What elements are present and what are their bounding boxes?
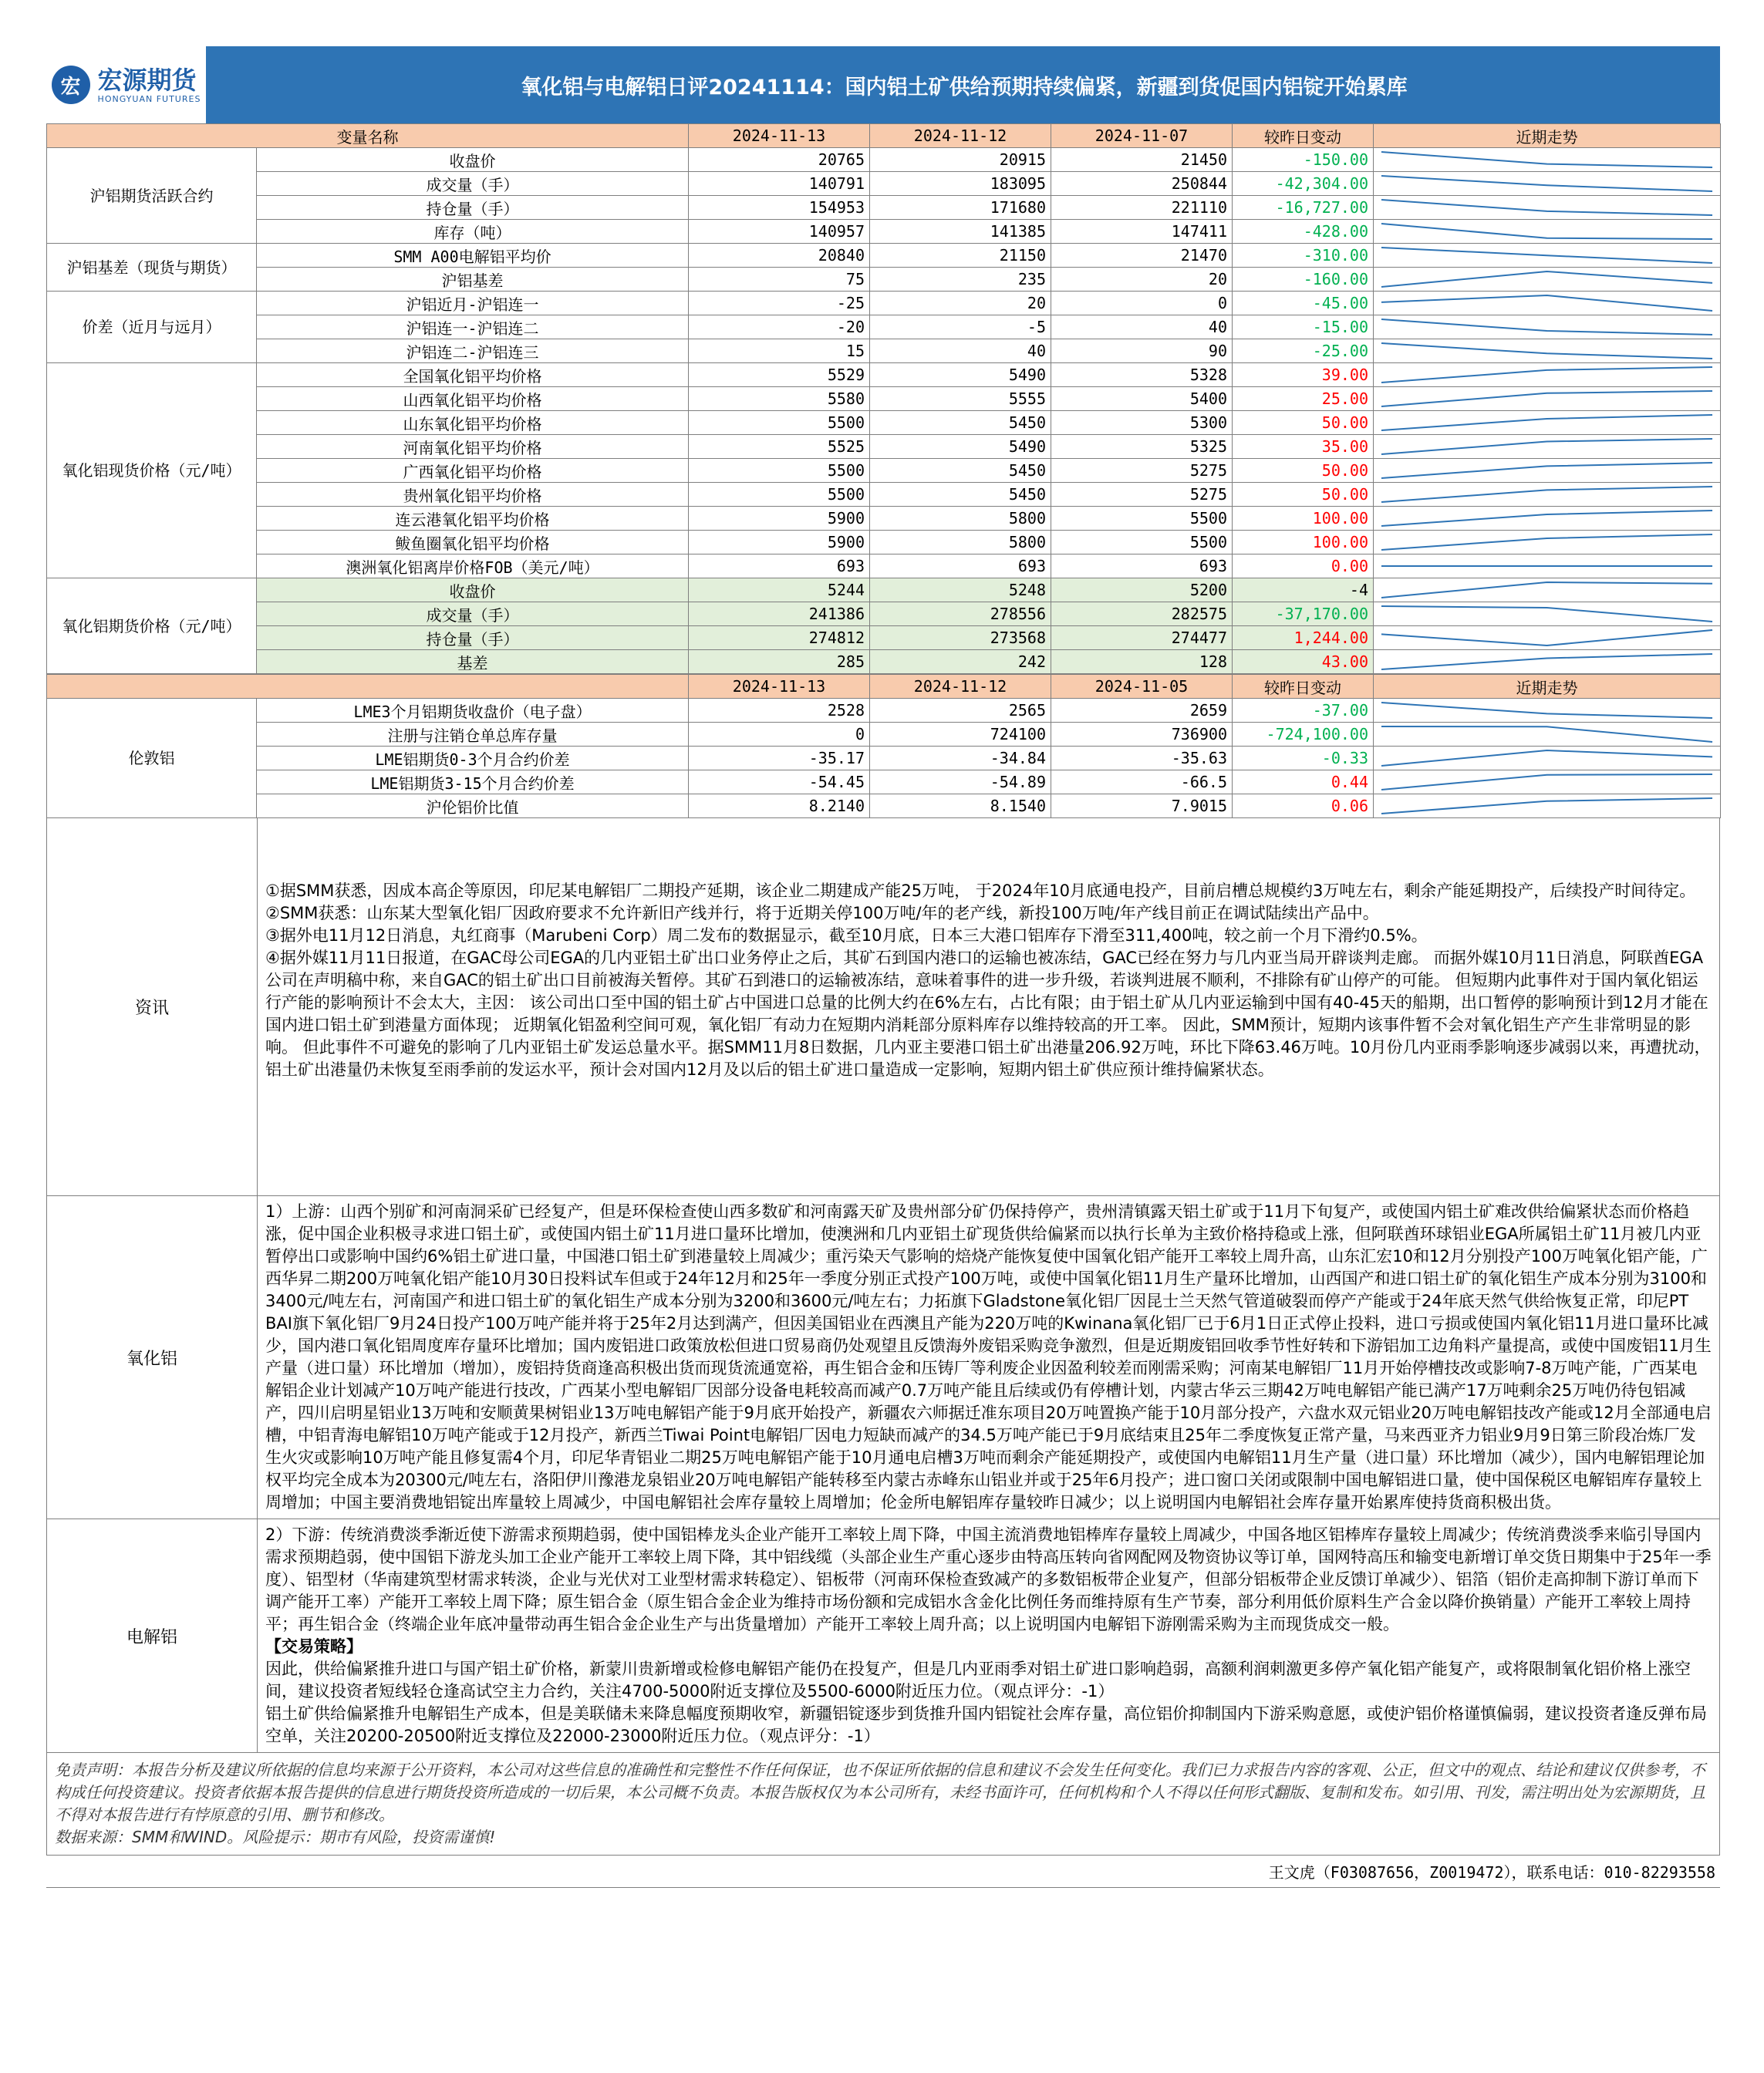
change-cell: 0.06 xyxy=(1233,794,1374,818)
value-cell: -5 xyxy=(870,315,1051,339)
trend-sparkline xyxy=(1374,339,1721,363)
value-cell: 40 xyxy=(1051,315,1233,339)
change-cell: 1,244.00 xyxy=(1233,626,1374,650)
trend-sparkline xyxy=(1374,459,1721,483)
value-cell: 21450 xyxy=(1051,148,1233,172)
row-label: LME3个月铝期货收盘价（电子盘） xyxy=(257,699,689,723)
row-label: 沪铝近月-沪铝连一 xyxy=(257,292,689,315)
header-cell: 2024-11-12 xyxy=(870,124,1051,148)
change-cell: 0.44 xyxy=(1233,770,1374,794)
news-item: ①据SMM获悉，因成本高企等原因，印尼某电解铝厂二期投产延期，该企业二期建成产能25万吨， 于2024年10月底通电投产，目前启槽总规模约3万吨左右，剩余产能延期投产，后续投产时间待定。 xyxy=(265,881,1696,900)
value-cell: 5300 xyxy=(1051,411,1233,435)
value-cell: 241386 xyxy=(689,602,870,626)
value-cell: -35.17 xyxy=(689,747,870,770)
value-cell: 20765 xyxy=(689,148,870,172)
author-contact: 王文虎（F03087656，Z0019472），联系电话：010-82293558 xyxy=(46,1856,1720,1888)
lme-table xyxy=(46,674,1721,818)
group-label: 氧化铝期货价格（元/吨） xyxy=(47,578,257,674)
change-cell: -150.00 xyxy=(1233,148,1374,172)
value-cell: 5490 xyxy=(870,435,1051,459)
row-label: 山西氧化铝平均价格 xyxy=(257,387,689,411)
trend-sparkline xyxy=(1374,723,1721,747)
row-label: 澳洲氧化铝离岸价格FOB（美元/吨） xyxy=(257,554,689,578)
table-row xyxy=(47,747,1721,770)
news-section-body xyxy=(258,818,1719,1195)
disclaimer-text: 免责声明：本报告分析及建议所依据的信息均来源于公开资料，本公司对这些信息的准确性和完整性不作任何保证，也不保证所依据的信息和建议不会发生任何变化。我们已力求报告内容的客观、公正，但文中的观点、结论和建议仅供参考，不构成任何投资建议。投资者依据本报告提供的信息进行期货投资所造成的一切后果，本公司概不负责。本报告版权仅为本公司所有，未经书面许可，任何机构和个人不得以任何形式翻版、复制和发布。如引用、刊发，需注明出处为宏源期货，且不得对本报告进行有悖原意的引用、删节和修改。 xyxy=(55,1761,1705,1824)
table-row xyxy=(47,339,1721,363)
value-cell: 5800 xyxy=(870,531,1051,554)
data-source-text: 数据来源：SMM和WIND。风险提示：期市有风险，投资需谨慎! xyxy=(55,1828,496,1846)
change-cell: -4 xyxy=(1233,578,1374,602)
value-cell: 5275 xyxy=(1051,459,1233,483)
header-cell: 较昨日变动 xyxy=(1233,675,1374,699)
report-title: 氧化铝与电解铝日评20241114：国内铝土矿供给预期持续偏紧，新疆到货促国内铝锭开始累库 xyxy=(521,75,1408,99)
trend-sparkline xyxy=(1374,268,1721,292)
trend-sparkline xyxy=(1374,747,1721,770)
change-cell: 50.00 xyxy=(1233,459,1374,483)
value-cell: 5900 xyxy=(689,531,870,554)
value-cell: 20 xyxy=(870,292,1051,315)
alumina-paragraph: 1）上游：山西个别矿和河南洞采矿已经复产，但是环保检查使山西多数矿和河南露天矿及贵州部分矿仍保持停产，贵州清镇露天铝土矿或于11月下旬复产，或使国内铝土矿难改供给偏紧状态而价格趋涨，促中国企业积极寻求进口铝土矿，或使国内铝土矿11月进口量环比增加，使澳洲和几内亚铝土矿现货供给偏紧而以执行长单为主致价格持稳或上涨，但阿联酋环球铝业EGA所属铝土矿11月被几内亚暂停出口或影响中国约6%铝土矿进口量，中国港口铝土矿到港量较上周减少；重污染天气影响的焙烧产能恢复使中国氧化铝产能开工率较上周升高，山东汇宏10和12月分别投产100万吨氧化铝产能，广西华昇二期200万吨氧化铝产能10月30日投料试车但或于24年12月和25年一季度分别正式投产100万吨，或使中国氧化铝11月生产量环比增加，山西国产和进口铝土矿的氧化铝生产成本分别为3100和3400元/吨左右，河南国产和进口铝土矿的氧化铝生产成本分别为3200和3600元/吨左右；力拓旗下Gladstone氧化铝厂因昆士兰天然气管道破裂而停产产能或于24年底天然气供给恢复正常，印尼PT BAI旗下氧化铝厂9月24日投产100万吨产能并将于25年2月达到满产，但因美国铝业在西澳且产能为220万吨的Kwinana氧化铝厂已于6月1日正式停止投料，进口亏损或使国内氧化铝11月进口量环比减少，国内港口氧化铝周度库存量环比增加；国内废铝进口政策放松但进口贸易商仍处观望且反馈海外废铝采购竞争激烈，但是近期废铝回收季节性好转和下游铝加工边角料产量提高，或使中国废铝11月生产量（进口量）环比增加（增加），废铝持货商逢高积极出货而现货流通宽裕，再生铝合金和压铸厂等利废企业因盈利较差而刚需采购；河南某电解铝厂11月开始停槽技改或影响7-8万吨产能，广西某电解铝企业计划减产10万吨产能进行技改，广西某小型电解铝厂因部分设备电耗较高而减产0.7万吨产能且后续或仍有停槽计划，内蒙古华云三期42万吨电解铝产能已满产17万吨剩余25万吨仍待包铝减产，四川启明星铝业13万吨和安顺黄果树铝业13万吨电解铝产能于9月底开始投产，新疆农六师据迁准东项目20万吨置换产能于10月部分投产，六盘水双元铝业20万吨电解铝技改产能或12月全部通电启槽，中铝青海电解铝10万吨产能或于12月投产，新西兰Tiwai Point电解铝厂因电力短缺而减产的34.5万吨产能已于9月底结束且25年二季度恢复正常产量，马来西亚齐力铝业9月9日第三阶段冶炼厂发生火灾或影响10万吨产能且修复需4个月，印尼华青铝业二期25万吨电解铝产能于10月通电启槽3万吨而剩余产能延期投产，或使国内电解铝11月生产量（进口量）环比增加（减少），国内电解铝理论加权平均完全成本为20300元/吨左右，洛阳伊川豫港龙泉铝业20万吨电解铝产能转移至内蒙古赤峰东山铝业并或于25年6月投产；进口窗口关闭或限制中国电解铝进口量，使中国保税区电解铝库存量较上周增加；中国主要消费地铝锭出库量较上周减少，中国电解铝社会库存量较上周增加；伦金所电解铝库存量较昨日减少；以上说明国内电解铝社会库存量开始累库使持货商积极出货。 xyxy=(265,1202,1712,1512)
row-label: 全国氧化铝平均价格 xyxy=(257,363,689,387)
value-cell: 171680 xyxy=(870,196,1051,220)
header-cell: 变量名称 xyxy=(47,124,689,148)
table-row xyxy=(47,723,1721,747)
value-cell: 20840 xyxy=(689,244,870,268)
table-row xyxy=(47,220,1721,244)
change-cell: -25.00 xyxy=(1233,339,1374,363)
value-cell: 8.1540 xyxy=(870,794,1051,818)
value-cell: 5555 xyxy=(870,387,1051,411)
value-cell: 5244 xyxy=(689,578,870,602)
value-cell: 5500 xyxy=(1051,507,1233,531)
value-cell: 274477 xyxy=(1051,626,1233,650)
row-label: 沪铝连二-沪铝连三 xyxy=(257,339,689,363)
row-label: 基差 xyxy=(257,650,689,674)
group-label: 伦敦铝 xyxy=(47,699,257,818)
alumina-section-body xyxy=(258,1196,1719,1519)
table-row xyxy=(47,411,1721,435)
table-row xyxy=(47,554,1721,578)
value-cell: 5275 xyxy=(1051,483,1233,507)
value-cell: 5490 xyxy=(870,363,1051,387)
trend-sparkline xyxy=(1374,626,1721,650)
trend-sparkline xyxy=(1374,435,1721,459)
value-cell: 273568 xyxy=(870,626,1051,650)
table-row xyxy=(47,578,1721,602)
value-cell: 282575 xyxy=(1051,602,1233,626)
trend-sparkline xyxy=(1374,483,1721,507)
row-label: 成交量（手） xyxy=(257,172,689,196)
change-cell: -45.00 xyxy=(1233,292,1374,315)
price-table xyxy=(46,123,1721,674)
trend-sparkline xyxy=(1374,602,1721,626)
news-item: ③据外电11月12日消息，丸红商事（Marubeni Corp）周二发布的数据显示，截至10月底，日本三大港口铝库存下滑至311,400吨，较之前一个月下滑约0.5%。 xyxy=(265,926,1428,945)
table-row xyxy=(47,459,1721,483)
trend-sparkline xyxy=(1374,554,1721,578)
value-cell: 21150 xyxy=(870,244,1051,268)
table-row xyxy=(47,770,1721,794)
trend-sparkline xyxy=(1374,650,1721,674)
value-cell: 183095 xyxy=(870,172,1051,196)
value-cell: 5325 xyxy=(1051,435,1233,459)
trend-sparkline xyxy=(1374,148,1721,172)
row-label: 收盘价 xyxy=(257,148,689,172)
change-cell: -37.00 xyxy=(1233,699,1374,723)
downstream-paragraph: 2）下游：传统消费淡季渐近使下游需求预期趋弱，使中国铝棒龙头企业产能开工率较上周下降，中国主流消费地铝棒库存量较上周减少，中国各地区铝棒库存量较上周减少；传统消费淡季来临引导国内需求预期趋弱，使中国铝下游龙头加工企业产能开工率较上周下降，其中铝线缆（头部企业生产重心逐步由特高压转向省网配网及物资协议等订单，国网特高压和输变电新增订单交货日期集中于25年一季度）、铝型材（华南建筑型材需求转淡，企业与光伏对工业型材需求转稳定）、铝板带（河南环保检查致减产的多数铝板带企业复产，但部分铝板带企业反馈订单减少）、铝箔（铝价走高抑制下游订单而下调产能开工率）产能开工率较上周下降；原生铝合金（原生铝合金企业为维持市场份额和完成铝水含金化比例任务而维持原有生产节奏，部分利用低价原料生产合金以降价换销量）产能开工率较上周持平；再生铝合金（终端企业年底冲量带动再生铝合金企业生产与出货量增加）产能开工率较上周升高；以上说明国内电解铝下游刚需采购为主而现货成交一般。 xyxy=(265,1525,1712,1633)
group-label: 沪铝基差（现货与期货） xyxy=(47,244,257,292)
trend-sparkline xyxy=(1374,244,1721,268)
value-cell: 140957 xyxy=(689,220,870,244)
table-row xyxy=(47,626,1721,650)
change-cell: -37,170.00 xyxy=(1233,602,1374,626)
value-cell: 736900 xyxy=(1051,723,1233,747)
change-cell: -0.33 xyxy=(1233,747,1374,770)
header-cell: 2024-11-13 xyxy=(689,675,870,699)
value-cell: 242 xyxy=(870,650,1051,674)
value-cell: 75 xyxy=(689,268,870,292)
row-label: 贵州氧化铝平均价格 xyxy=(257,483,689,507)
row-label: 沪铝连一-沪铝连二 xyxy=(257,315,689,339)
trend-sparkline xyxy=(1374,196,1721,220)
strategy-aluminum: 铝土矿供给偏紧推升电解铝生产成本，但是美联储未来降息幅度预期收窄，新疆铝锭逐步到货推升国内铝锭社会库存量，高位铝价抑制国内下游采购意愿，或使沪铝价格谨慎偏弱，建议投资者逢反弹布局空单，关注20200-20500附近支撑位及22000-23000附近压力位。（观点评分：-1） xyxy=(265,1704,1707,1745)
value-cell: 5500 xyxy=(689,411,870,435)
change-cell: -428.00 xyxy=(1233,220,1374,244)
news-item: ②SMM获悉：山东某大型氧化铝厂因政府要求不允许新旧产线并行，将于近期关停100万吨/年的老产线，新投100万吨/年产线目前正在调试陆续出产品中。 xyxy=(265,904,1379,922)
value-cell: 5200 xyxy=(1051,578,1233,602)
row-label: 沪伦铝价比值 xyxy=(257,794,689,818)
value-cell: 5450 xyxy=(870,411,1051,435)
table-row xyxy=(47,507,1721,531)
value-cell: 5529 xyxy=(689,363,870,387)
change-cell: -15.00 xyxy=(1233,315,1374,339)
table-row xyxy=(47,196,1721,220)
value-cell: 221110 xyxy=(1051,196,1233,220)
aluminum-section xyxy=(46,1519,1720,1753)
header-cell: 2024-11-13 xyxy=(689,124,870,148)
value-cell: 40 xyxy=(870,339,1051,363)
header-cell: 2024-11-05 xyxy=(1051,675,1233,699)
table-row xyxy=(47,292,1721,315)
alumina-section xyxy=(46,1196,1720,1519)
table-row xyxy=(47,794,1721,818)
table-row xyxy=(47,172,1721,196)
trend-sparkline xyxy=(1374,363,1721,387)
table-row xyxy=(47,483,1721,507)
value-cell: -35.63 xyxy=(1051,747,1233,770)
row-label: 山东氧化铝平均价格 xyxy=(257,411,689,435)
table-row xyxy=(47,148,1721,172)
change-cell: 0.00 xyxy=(1233,554,1374,578)
row-label: 连云港氧化铝平均价格 xyxy=(257,507,689,531)
value-cell: 2528 xyxy=(689,699,870,723)
value-cell: 278556 xyxy=(870,602,1051,626)
change-cell: 35.00 xyxy=(1233,435,1374,459)
company-logo xyxy=(46,46,208,123)
value-cell: 5900 xyxy=(689,507,870,531)
row-label: 持仓量（手） xyxy=(257,626,689,650)
table-row xyxy=(47,387,1721,411)
table-row xyxy=(47,268,1721,292)
table-row xyxy=(47,531,1721,554)
change-cell: 25.00 xyxy=(1233,387,1374,411)
disclaimer xyxy=(46,1753,1720,1856)
value-cell: 154953 xyxy=(689,196,870,220)
value-cell: 128 xyxy=(1051,650,1233,674)
value-cell: 7.9015 xyxy=(1051,794,1233,818)
value-cell: -66.5 xyxy=(1051,770,1233,794)
row-label: 河南氧化铝平均价格 xyxy=(257,435,689,459)
table-row xyxy=(47,244,1721,268)
header-cell: 近期走势 xyxy=(1374,675,1721,699)
header-cell: 2024-11-07 xyxy=(1051,124,1233,148)
table-row xyxy=(47,699,1721,723)
header-cell xyxy=(47,675,689,699)
row-label: SMM A00电解铝平均价 xyxy=(257,244,689,268)
value-cell: 693 xyxy=(870,554,1051,578)
logo-en-text: HONGYUAN FUTURES xyxy=(97,93,201,104)
change-cell: 43.00 xyxy=(1233,650,1374,674)
value-cell: 141385 xyxy=(870,220,1051,244)
header-cell: 2024-11-12 xyxy=(870,675,1051,699)
value-cell: 5580 xyxy=(689,387,870,411)
change-cell: 50.00 xyxy=(1233,483,1374,507)
group-label: 氧化铝现货价格（元/吨） xyxy=(47,363,257,578)
row-label: 库存（吨） xyxy=(257,220,689,244)
value-cell: 235 xyxy=(870,268,1051,292)
value-cell: 5800 xyxy=(870,507,1051,531)
group-label: 沪铝期货活跃合约 xyxy=(47,148,257,244)
trend-sparkline xyxy=(1374,315,1721,339)
value-cell: 0 xyxy=(1051,292,1233,315)
trend-sparkline xyxy=(1374,770,1721,794)
change-cell: -16,727.00 xyxy=(1233,196,1374,220)
value-cell: 274812 xyxy=(689,626,870,650)
value-cell: 20915 xyxy=(870,148,1051,172)
value-cell: -54.89 xyxy=(870,770,1051,794)
value-cell: 5525 xyxy=(689,435,870,459)
row-label: 沪铝基差 xyxy=(257,268,689,292)
value-cell: 250844 xyxy=(1051,172,1233,196)
strategy-alumina: 因此，供给偏紧推升进口与国产铝土矿价格，新蒙川贵新增或检修电解铝产能仍在投复产，但是几内亚雨季对铝土矿进口影响趋弱，高额利润刺激更多停产氧化铝产能复产，或将限制氧化铝价格上涨空间，建议投资者短线轻仓逢高试空主力合约，关注4700-5000附近支撑位及5500-6000附近压力位。（观点评分：-1） xyxy=(265,1660,1691,1701)
header-cell: 较昨日变动 xyxy=(1233,124,1374,148)
value-cell: 5450 xyxy=(870,459,1051,483)
value-cell: -54.45 xyxy=(689,770,870,794)
trend-sparkline xyxy=(1374,794,1721,818)
value-cell: 5400 xyxy=(1051,387,1233,411)
change-cell: 50.00 xyxy=(1233,411,1374,435)
value-cell: 5500 xyxy=(689,459,870,483)
trend-sparkline xyxy=(1374,507,1721,531)
table-row xyxy=(47,315,1721,339)
value-cell: 20 xyxy=(1051,268,1233,292)
row-label: 注册与注销仓单总库存量 xyxy=(257,723,689,747)
value-cell: 2659 xyxy=(1051,699,1233,723)
value-cell: 5248 xyxy=(870,578,1051,602)
alumina-section-label: 氧化铝 xyxy=(47,1196,258,1519)
value-cell: 693 xyxy=(1051,554,1233,578)
value-cell: 724100 xyxy=(870,723,1051,747)
value-cell: 21470 xyxy=(1051,244,1233,268)
value-cell: 285 xyxy=(689,650,870,674)
table-row xyxy=(47,435,1721,459)
trend-sparkline xyxy=(1374,172,1721,196)
row-label: 广西氧化铝平均价格 xyxy=(257,459,689,483)
news-section-label: 资讯 xyxy=(47,818,258,1195)
change-cell: -160.00 xyxy=(1233,268,1374,292)
value-cell: -34.84 xyxy=(870,747,1051,770)
value-cell: 5450 xyxy=(870,483,1051,507)
trend-sparkline xyxy=(1374,292,1721,315)
value-cell: 90 xyxy=(1051,339,1233,363)
logo-cn-text: 宏源期货 xyxy=(97,65,197,95)
value-cell: -25 xyxy=(689,292,870,315)
change-cell: 39.00 xyxy=(1233,363,1374,387)
value-cell: 693 xyxy=(689,554,870,578)
header-cell: 近期走势 xyxy=(1374,124,1721,148)
table-row xyxy=(47,363,1721,387)
value-cell: 5500 xyxy=(689,483,870,507)
row-label: 持仓量（手） xyxy=(257,196,689,220)
value-cell: 0 xyxy=(689,723,870,747)
row-label: 成交量（手） xyxy=(257,602,689,626)
logo-mark-icon: 宏 xyxy=(52,66,90,104)
trend-sparkline xyxy=(1374,387,1721,411)
table-header-row xyxy=(47,124,1721,148)
trend-sparkline xyxy=(1374,578,1721,602)
value-cell: 5500 xyxy=(1051,531,1233,554)
row-label: LME铝期货0-3个月合约价差 xyxy=(257,747,689,770)
value-cell: 147411 xyxy=(1051,220,1233,244)
change-cell: 100.00 xyxy=(1233,507,1374,531)
table-header-row xyxy=(47,675,1721,699)
row-label: 鲅鱼圈氧化铝平均价格 xyxy=(257,531,689,554)
aluminum-section-body xyxy=(258,1519,1719,1752)
table-row xyxy=(47,602,1721,626)
news-item: ④据外媒11月11日报道，在GAC母公司EGA的几内亚铝土矿出口业务停止之后，其矿石到国内港口的运输也被冻结，GAC已经在努力与几内亚当局开辟谈判走廊。 而据外媒10月11日消息，阿联酋EGA公司在声明稿中称，来自GAC的铝土矿出口目前被海关暂停。其矿石到港口的运输被冻结，意味着事件的进一步升级，若谈判进展不顺利，不排除有矿山停产的可能。 但短期内此事件对于国内氧化铝运行产能的影响预计不会太大，主因： 该公司出口至中国的铝土矿占中国进口总量的比例大约在6%左右，占比有限；由于铝土矿从几内亚运输到中国有40-45天的船期，出口暂停的影响预计到12月才能在国内进口铝土矿到港量方面体现； 近期氧化铝盈利空间可观，氧化铝厂有动力在短期内消耗部分原料库存以维持较高的开工率。 因此，SMM预计，短期内该事件暂不会对氧化铝生产产生非常明显的影响。 但此事件不可避免的影响了几内亚铝土矿发运总量水平。据SMM11月8日数据，几内亚主要港口铝土矿出港量206.92万吨，环比下降63.46万吨。10月份几内亚雨季影响逐步减弱以来，再遭扰动，铝土矿出港量仍未恢复至雨季前的发运水平，预计会对国内12月及以后的铝土矿进口量造成一定影响，短期内铝土矿供应预计维持偏紧状态。 xyxy=(265,949,1711,1079)
change-cell: -310.00 xyxy=(1233,244,1374,268)
change-cell: -724,100.00 xyxy=(1233,723,1374,747)
strategy-heading: 【交易策略】 xyxy=(265,1637,363,1656)
value-cell: 2565 xyxy=(870,699,1051,723)
report-header xyxy=(46,46,1720,123)
report-page xyxy=(46,46,1720,1888)
aluminum-section-label: 电解铝 xyxy=(47,1519,258,1752)
row-label: LME铝期货3-15个月合约价差 xyxy=(257,770,689,794)
news-section xyxy=(46,818,1720,1196)
value-cell: 8.2140 xyxy=(689,794,870,818)
group-label: 价差（近月与远月） xyxy=(47,292,257,363)
value-cell: 15 xyxy=(689,339,870,363)
trend-sparkline xyxy=(1374,220,1721,244)
value-cell: 5328 xyxy=(1051,363,1233,387)
trend-sparkline xyxy=(1374,411,1721,435)
table-row xyxy=(47,650,1721,674)
trend-sparkline xyxy=(1374,699,1721,723)
value-cell: -20 xyxy=(689,315,870,339)
trend-sparkline xyxy=(1374,531,1721,554)
change-cell: 100.00 xyxy=(1233,531,1374,554)
value-cell: 140791 xyxy=(689,172,870,196)
change-cell: -42,304.00 xyxy=(1233,172,1374,196)
row-label: 收盘价 xyxy=(257,578,689,602)
